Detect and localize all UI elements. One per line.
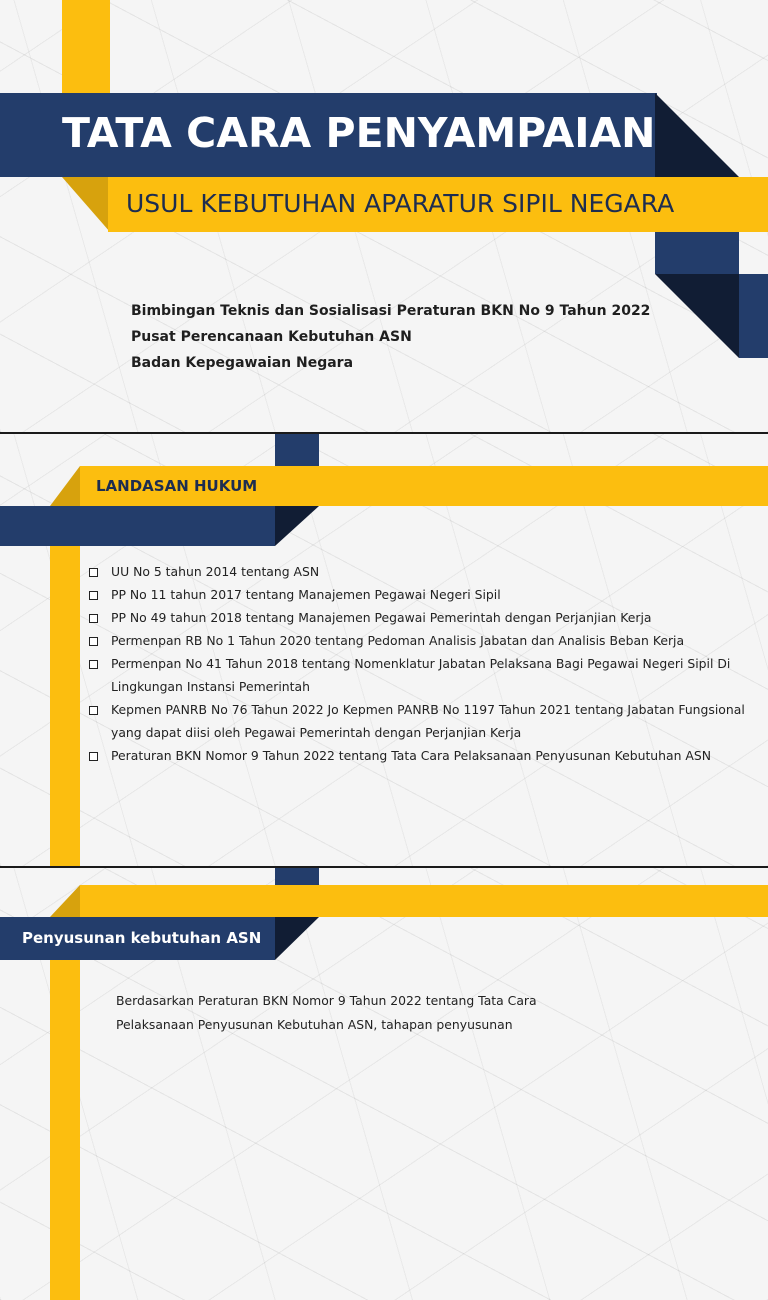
decor-yellow-vertical-bar (62, 0, 110, 96)
slide-landasan-hukum (0, 434, 768, 866)
list-item-text: UU No 5 tahun 2014 tentang ASN (111, 564, 320, 579)
section-heading: Penyusunan kebutuhan ASN (22, 929, 262, 947)
list-item (88, 606, 758, 629)
decor-yellow-fold (50, 466, 80, 506)
list-item (88, 698, 758, 744)
info-line: Pusat Perencanaan Kebutuhan ASN (131, 329, 412, 345)
list-item (88, 560, 758, 583)
slide-title (0, 0, 768, 432)
decor-navy-tab (275, 868, 319, 885)
body-paragraph: Berdasarkan Peraturan BKN Nomor 9 Tahun 2022 tentang Tata Cara Pelaksanaan Penyusunan Kebutuhan ASN, tahapan penyusunan (116, 993, 537, 1032)
decor-yellow-bar (80, 885, 768, 917)
decor-navy-triangle-lower (655, 274, 739, 358)
decor-navy-bar (0, 506, 275, 546)
list-item (88, 629, 758, 652)
decor-yellow-vertical-bar (50, 960, 80, 1300)
checkbox-bullet-icon (89, 591, 98, 600)
list-item-text: Kepmen PANRB No 76 Tahun 2022 Jo Kepmen PANRB No 1197 Tahun 2021 tentang Jabatan Fungsional yang dapat diisi oleh Pegawai Pemerintah dengan Perjanjian Kerja (111, 702, 745, 740)
list-item-text: Permenpan RB No 1 Tahun 2020 tentang Pedoman Analisis Jabatan dan Analisis Beban Kerja (111, 633, 685, 648)
decor-yellow-fold (50, 885, 80, 917)
decor-navy-block (655, 232, 739, 274)
decor-navy-triangle (275, 506, 319, 546)
list-item-text: PP No 11 tahun 2017 tentang Manajemen Pegawai Negeri Sipil (111, 587, 501, 602)
checkbox-bullet-icon (89, 568, 98, 577)
decor-navy-tab (275, 434, 319, 466)
section-heading: LANDASAN HUKUM (96, 477, 258, 495)
list-item-text: Permenpan No 41 Tahun 2018 tentang Nomenklatur Jabatan Pelaksana Bagi Pegawai Negeri Sipil Di Lingkungan Instansi Pemerintah (111, 656, 731, 694)
list-item-text: Peraturan BKN Nomor 9 Tahun 2022 tentang Tata Cara Pelaksanaan Penyusunan Kebutuhan ASN (111, 748, 711, 763)
list-item (88, 652, 758, 698)
info-line: Bimbingan Teknis dan Sosialisasi Peraturan BKN No 9 Tahun 2022 (131, 303, 651, 319)
list-item (88, 744, 758, 767)
checkbox-bullet-icon (89, 614, 98, 623)
slide-penyusunan-kebutuhan (0, 868, 768, 1300)
checkbox-bullet-icon (89, 752, 98, 761)
list-item-text: PP No 49 tahun 2018 tentang Manajemen Pegawai Pemerintah dengan Perjanjian Kerja (111, 610, 652, 625)
slide-subtitle-text: USUL KEBUTUHAN APARATUR SIPIL NEGARA (126, 189, 675, 218)
list-item (88, 583, 758, 606)
presenter-info (131, 298, 650, 376)
decor-navy-triangle (275, 917, 319, 960)
decor-yellow-fold (62, 177, 110, 232)
checkbox-bullet-icon (89, 660, 98, 669)
checkbox-bullet-icon (89, 706, 98, 715)
decor-yellow-vertical-bar (50, 546, 80, 866)
slide-title-text: TATA CARA PENYAMPAIAN (62, 109, 656, 157)
decor-navy-edge-block (739, 274, 768, 358)
checkbox-bullet-icon (89, 637, 98, 646)
info-line: Badan Kepegawaian Negara (131, 355, 354, 371)
legal-basis-list (88, 560, 758, 767)
